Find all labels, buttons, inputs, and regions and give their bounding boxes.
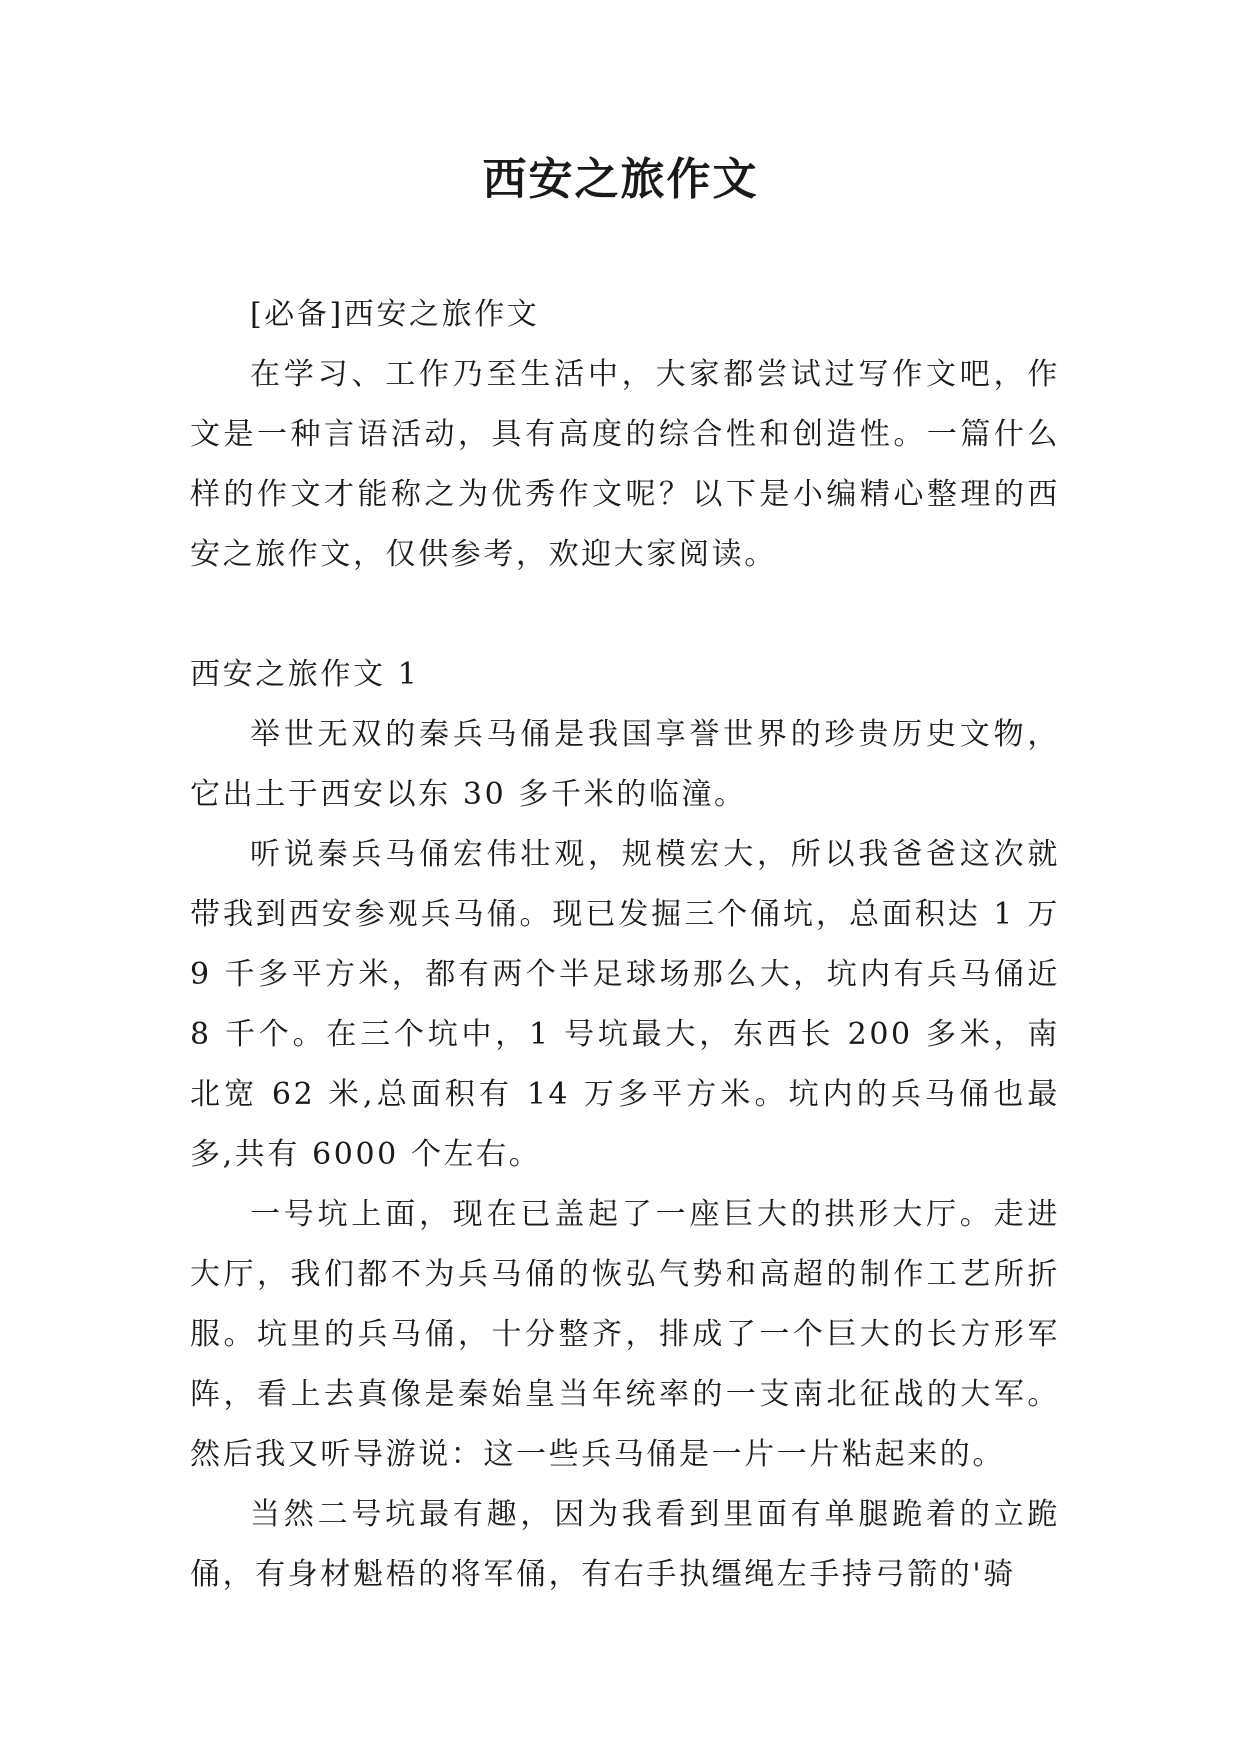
intro-heading: [必备]西安之旅作文 — [250, 297, 540, 332]
body-paragraph-2: 听说秦兵马俑宏伟壮观，规模宏大，所以我爸爸这次就带我到西安参观兵马俑。现已发掘三个俑坑，总面积达 1 万 9 千多平方米，都有两个半足球场那么大，坑内有兵马俑近 8 千个。在三个坑中，1 号坑最大，东西长 200 多米，南北宽 62 米,总面积有 14 万多平方米。坑内的兵马俑也最多,共有 6000 个左右。 — [190, 837, 1060, 1172]
intro-paragraph: 在学习、工作乃至生活中，大家都尝试过写作文吧，作文是一种言语活动，具有高度的综合性和创造性。一篇什么样的作文才能称之为优秀作文呢？以下是小编精心整理的西安之旅作文，仅供参考，欢迎大家阅读。 — [190, 357, 1060, 572]
body-paragraph-3: 一号坑上面，现在已盖起了一座巨大的拱形大厅。走进大厅，我们都不为兵马俑的恢弘气势和高超的制作工艺所折服。坑里的兵马俑，十分整齐，排成了一个巨大的长方形军阵，看上去真像是秦始皇当年统率的一支南北征战的大军。然后我又听导游说：这一些兵马俑是一片一片粘起来的。 — [190, 1197, 1060, 1472]
document-body — [190, 285, 1060, 1605]
section-heading: 西安之旅作文 1 — [190, 657, 420, 692]
body-paragraph-1: 举世无双的秦兵马俑是我国享誉世界的珍贵历史文物，它出土于西安以东 30 多千米的临潼。 — [190, 717, 1060, 812]
paragraph-spacer — [190, 585, 1060, 645]
document-title: 西安之旅作文 — [482, 154, 759, 205]
body-paragraph-4: 当然二号坑最有趣，因为我看到里面有单腿跪着的立跪俑，有身材魁梧的将军俑，有右手执缰绳左手持弓箭的'骑 — [190, 1497, 1060, 1592]
